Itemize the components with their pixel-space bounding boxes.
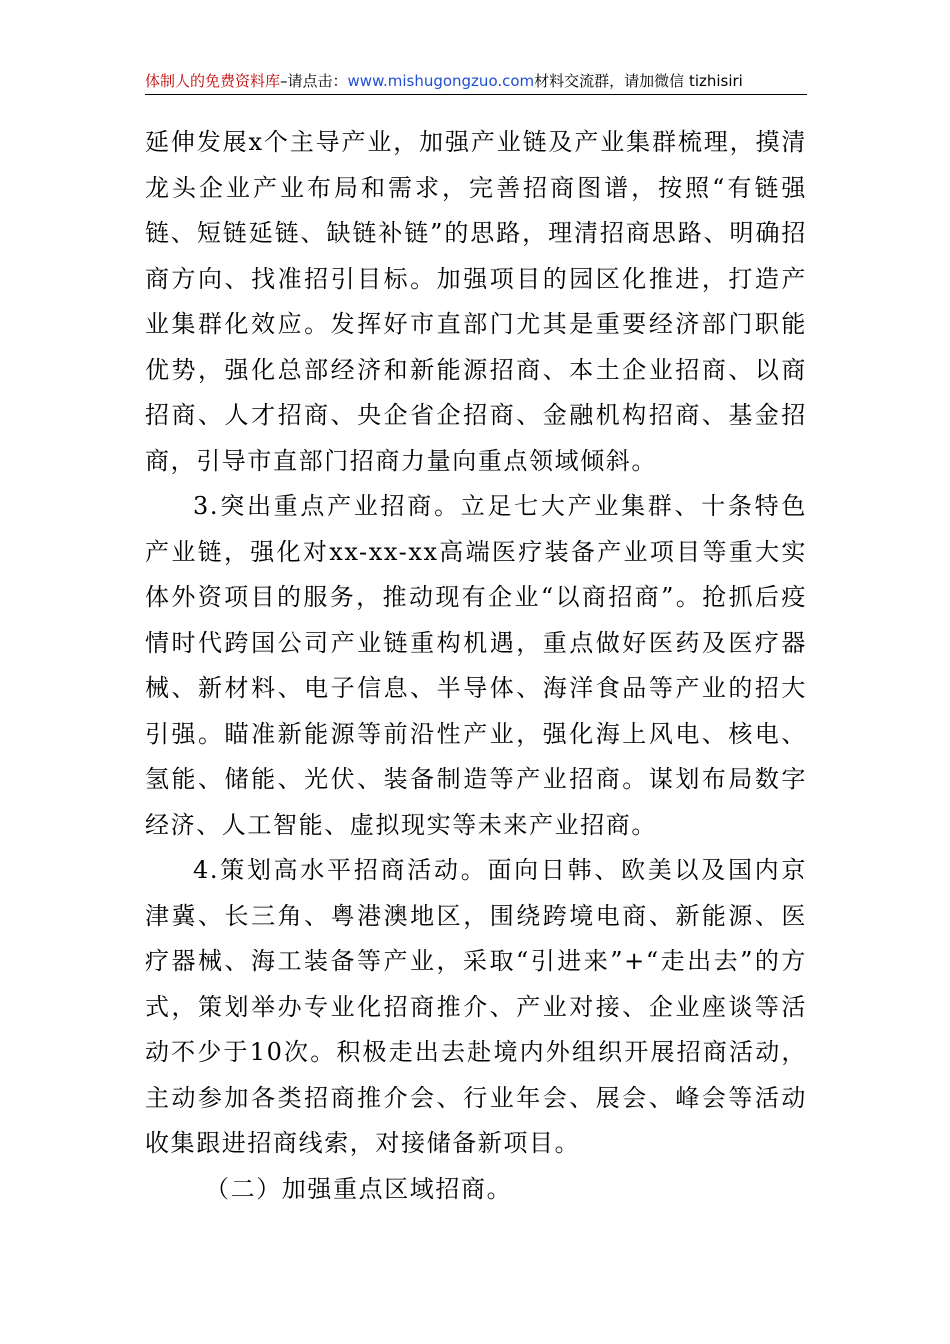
page-header xyxy=(145,70,807,95)
header-brand: 体制人的免费资料库 xyxy=(145,72,281,90)
document-body xyxy=(145,120,807,1212)
paragraph-item-3: 3.突出重点产业招商。立足七大产业集群、十条特色产业链，强化对xx-xx-xx高端医疗装备产业项目等重大实体外资项目的服务，推动现有企业“以商招商”。抢抓后疫情时代跨国公司产业链重构机遇，重点做好医药及医疗器械、新材料、电子信息、半导体、海洋食品等产业的招大引强。瞄准新能源等前沿性产业，强化海上风电、核电、氢能、储能、光伏、装备制造等产业招商。谋划布局数字经济、人工智能、虚拟现实等未来产业招商。 xyxy=(145,492,807,839)
header-link[interactable]: www.mishugongzuo.com xyxy=(347,72,535,90)
header-separator: –请点击： xyxy=(280,72,348,90)
header-tail: 材料交流群，请加微信 tizhisiri xyxy=(534,72,743,90)
section-heading: （二）加强重点区域招商。 xyxy=(205,1174,513,1203)
paragraph-continuation: 延伸发展x个主导产业，加强产业链及产业集群梳理，摸清龙头企业产业布局和需求，完善招商图谱，按照“有链强链、短链延链、缺链补链”的思路，理清招商思路、明确招商方向、找准招引目标。加强项目的园区化推进，打造产业集群化效应。发挥好市直部门尤其是重要经济部门职能优势，强化总部经济和新能源招商、本土企业招商、以商招商、人才招商、央企省企招商、金融机构招商、基金招商，引导市直部门招商力量向重点领域倾斜。 xyxy=(145,128,807,475)
paragraph-item-4: 4.策划高水平招商活动。面向日韩、欧美以及国内京津冀、长三角、粤港澳地区，围绕跨境电商、新能源、医疗器械、海工装备等产业，采取“引进来”+“走出去”的方式，策划举办专业化招商推介、产业对接、企业座谈等活动不少于10次。积极走出去赴境内外组织开展招商活动，主动参加各类招商推介会、行业年会、展会、峰会等活动收集跟进招商线索，对接储备新项目。 xyxy=(145,856,807,1157)
